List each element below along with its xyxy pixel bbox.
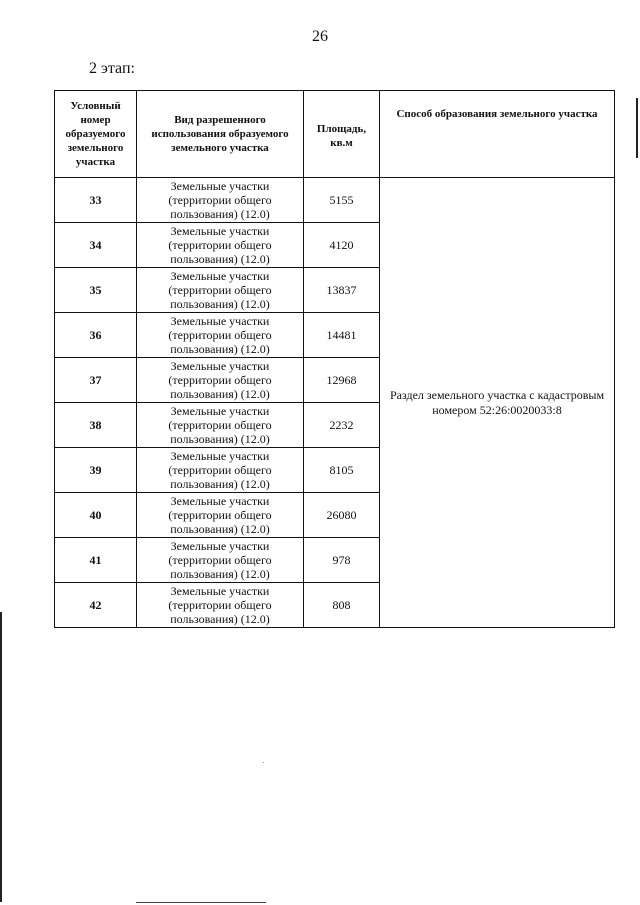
header-row — [55, 91, 615, 178]
header-permitted-use: Вид разрешенного использования образуемого земельного участка — [137, 91, 304, 178]
permitted-use-text: Земельные участки (территории общего пользования) (12.0) — [168, 584, 272, 626]
plot-number-cell: 33 — [55, 178, 137, 223]
plot-number-cell: 42 — [55, 583, 137, 628]
formation-method-cell: Раздел земельного участка с кадастровым номером 52:26:0020033:8 — [380, 178, 615, 628]
area-cell: 5155 — [304, 178, 380, 223]
area-cell: 12968 — [304, 358, 380, 403]
stage-label: 2 этап: — [89, 60, 135, 77]
permitted-use-text: Земельные участки (территории общего пользования) (12.0) — [168, 539, 272, 581]
area-cell: 13837 — [304, 268, 380, 313]
plot-number-cell: 39 — [55, 448, 137, 493]
plot-number-cell: 38 — [55, 403, 137, 448]
plot-number-cell: 35 — [55, 268, 137, 313]
permitted-use-text: Земельные участки (территории общего пользования) (12.0) — [168, 359, 272, 401]
plot-number-cell: 36 — [55, 313, 137, 358]
page-number: 26 — [312, 28, 328, 45]
area-cell: 26080 — [304, 493, 380, 538]
plot-number-cell: 37 — [55, 358, 137, 403]
permitted-use-cell — [137, 403, 304, 448]
table-header — [55, 91, 615, 178]
scan-edge-mark — [0, 612, 2, 902]
permitted-use-text: Земельные участки (территории общего пользования) (12.0) — [168, 449, 272, 491]
permitted-use-text: Земельные участки (территории общего пользования) (12.0) — [168, 494, 272, 536]
plot-number-cell: 34 — [55, 223, 137, 268]
permitted-use-text: Земельные участки (территории общего пользования) (12.0) — [168, 404, 272, 446]
footnote-rule — [136, 902, 266, 903]
permitted-use-cell — [137, 358, 304, 403]
scan-edge-mark — [636, 98, 638, 158]
permitted-use-cell — [137, 313, 304, 358]
header-plot-number: Условный номер образуемого земельного участка — [55, 91, 137, 178]
permitted-use-cell — [137, 223, 304, 268]
header-formation-method: Способ образования земельного участка — [380, 91, 615, 178]
area-cell: 4120 — [304, 223, 380, 268]
permitted-use-text: Земельные участки (территории общего пользования) (12.0) — [168, 224, 272, 266]
area-cell: 14481 — [304, 313, 380, 358]
permitted-use-cell — [137, 493, 304, 538]
permitted-use-text: Земельные участки (территории общего пользования) (12.0) — [168, 269, 272, 311]
permitted-use-cell — [137, 583, 304, 628]
permitted-use-cell — [137, 178, 304, 223]
area-cell: 2232 — [304, 403, 380, 448]
permitted-use-text: Земельные участки (территории общего пользования) (12.0) — [168, 314, 272, 356]
area-cell: 8105 — [304, 448, 380, 493]
permitted-use-cell — [137, 268, 304, 313]
table-row — [55, 178, 615, 223]
area-cell: 808 — [304, 583, 380, 628]
permitted-use-cell — [137, 448, 304, 493]
plot-number-cell: 40 — [55, 493, 137, 538]
plot-number-cell: 41 — [55, 538, 137, 583]
land-plots-table — [54, 90, 615, 628]
scan-speck — [263, 762, 264, 763]
permitted-use-cell — [137, 538, 304, 583]
area-cell: 978 — [304, 538, 380, 583]
permitted-use-text: Земельные участки (территории общего пользования) (12.0) — [168, 179, 272, 221]
header-area: Площадь, кв.м — [304, 91, 380, 178]
table-body — [55, 178, 615, 628]
